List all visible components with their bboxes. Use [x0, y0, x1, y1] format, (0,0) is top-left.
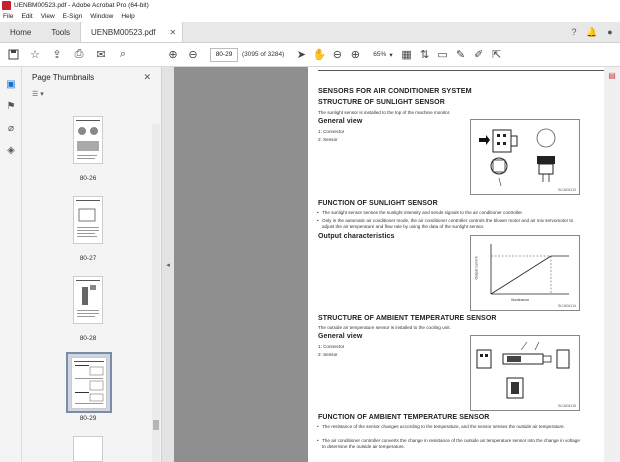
tab-tools[interactable]: Tools [51, 27, 71, 37]
thumbnail-page-80-28[interactable] [73, 276, 103, 324]
bullet-item: • Only in the automatic air conditioner mode, the air conditioner controller controls the blower motor and air mix servomotor to adjust the air temperature and flow rate by using the data of the sunlight sensor. [322, 218, 580, 230]
sunlight-intro: The sunlight sensor is installed to the top of the machine monitor. [318, 110, 451, 115]
document-viewer[interactable] [174, 67, 604, 462]
share-icon[interactable]: ⇱ [491, 49, 502, 61]
menu-bar [0, 11, 620, 22]
bullet-item: • The air conditioner controller converts the change in resistance of the outside air temperature sensor into the change in voltage to determine the outside air temperature. [322, 438, 580, 450]
left-icon-rail [0, 67, 22, 462]
section-title: SENSORS FOR AIR CONDITIONER SYSTEM [318, 86, 472, 95]
chart-x-label: Illuminance [511, 298, 530, 302]
zoom-in-icon[interactable]: ⊕ [350, 49, 360, 61]
heading-structure-ambient: STRUCTURE OF AMBIENT TEMPERATURE SENSOR [318, 315, 497, 322]
close-panel-icon[interactable]: ✕ [143, 71, 151, 82]
bookmark-star-icon[interactable]: ☆ [30, 49, 40, 61]
ambient-intro: The outside air temperature sensor is installed to the cooling unit. [318, 325, 451, 330]
attachments-icon[interactable]: ⌀ [7, 122, 15, 134]
item-sensor-2: 2: Sensor [318, 352, 338, 357]
sunlight-sensor-figure [470, 119, 580, 195]
heading-function-sunlight: FUNCTION OF SUNLIGHT SENSOR [318, 200, 438, 207]
upload-cloud-icon[interactable]: ⇪ [52, 49, 62, 61]
menu-file[interactable]: File [3, 13, 14, 20]
comment-icon[interactable]: ▭ [437, 49, 448, 61]
highlight-icon[interactable]: ✐ [473, 49, 484, 61]
thumbnail-label: 80-27 [79, 255, 97, 262]
chevron-down-icon: ▾ [40, 91, 44, 98]
menu-help[interactable]: Help [121, 13, 135, 20]
tab-document-label: UENBM00523.pdf [91, 27, 156, 37]
subheading-general-view-2: General view [318, 333, 363, 340]
help-icon[interactable]: ? [571, 27, 577, 37]
menu-edit[interactable]: Edit [21, 13, 33, 20]
menu-view[interactable]: View [40, 13, 55, 20]
panel-title: Page Thumbnails [32, 72, 95, 82]
bell-icon[interactable]: 🔔 [586, 26, 598, 37]
select-cursor-icon[interactable]: ➤ [296, 49, 306, 61]
print-icon[interactable]: ⎙ [74, 48, 84, 60]
tab-bar [0, 22, 620, 43]
next-page-icon[interactable]: ⊖ [188, 49, 198, 61]
thumbnail-label: 80-28 [79, 335, 97, 342]
thumbnail-label: 80-29 [79, 415, 97, 422]
heading-function-ambient: FUNCTION OF AMBIENT TEMPERATURE SENSOR [318, 414, 490, 421]
main-toolbar [0, 43, 620, 67]
hand-tool-icon[interactable]: ✋ [312, 49, 327, 61]
output-characteristics-chart [470, 235, 580, 311]
thumbnail-label: 80-26 [79, 175, 97, 182]
layers-icon[interactable]: ◈ [7, 144, 15, 156]
close-tab-icon[interactable]: ✕ [169, 27, 177, 37]
thumbnail-page-80-27[interactable] [73, 196, 103, 244]
scrollbar-thumb[interactable] [153, 420, 159, 430]
figure-tag: SUJ404114 [557, 304, 576, 308]
menu-esign[interactable]: E-Sign [62, 13, 83, 20]
panel-collapse-handle[interactable] [162, 67, 174, 462]
export-pdf-icon[interactable]: ▤ [608, 70, 616, 80]
page-count: (3095 of 3284) [242, 51, 285, 58]
right-tools-rail [604, 67, 620, 462]
pdf-page [308, 67, 604, 462]
item-connector-2: 1: Connector [318, 344, 345, 349]
zoom-dropdown[interactable] [370, 51, 395, 59]
page-thumbnails-icon[interactable]: ▣ [6, 78, 16, 90]
window-title: UENBM00523.pdf - Adobe Acrobat Pro (64-bit) [14, 2, 149, 9]
search-icon[interactable]: ⌕ [119, 48, 127, 60]
menu-window[interactable]: Window [90, 13, 114, 20]
thumbnail-page-80-29[interactable] [71, 357, 107, 409]
thumbnail-page-next[interactable] [73, 436, 103, 462]
acrobat-app-icon [2, 1, 11, 10]
chevron-down-icon: ▾ [389, 51, 393, 59]
title-bar [0, 0, 620, 11]
heading-structure-sunlight: STRUCTURE OF SUNLIGHT SENSOR [318, 99, 445, 106]
thumbnail-options-menu[interactable] [22, 87, 161, 101]
bullet-item: • The sunlight sensor senses the sunlight intensity and sends signals to the air conditioner controller. [322, 210, 580, 216]
options-icon: ☰ [32, 91, 39, 98]
pen-icon[interactable]: ✎ [455, 49, 466, 61]
bullet-item: • The resistance of the sensor changes according to the temperature, and the sensor senses the outside air temperature. [322, 424, 580, 430]
mail-icon[interactable]: ✉ [96, 49, 106, 61]
figure-tag: SUJ404113 [557, 188, 576, 192]
page-layout-icon[interactable]: ⇅ [419, 49, 430, 61]
thumbnails-scrollbar[interactable] [152, 124, 160, 462]
tab-document[interactable] [80, 22, 183, 42]
fit-page-icon[interactable]: ▦ [401, 49, 412, 61]
thumbnail-page-80-26[interactable] [73, 116, 103, 164]
zoom-value: 65% [373, 51, 387, 58]
ambient-sensor-figure [470, 335, 580, 411]
chevron-left-icon: ◂ [166, 261, 170, 269]
page-top-rule [318, 70, 604, 71]
bookmarks-icon[interactable]: ⚑ [6, 100, 16, 112]
subheading-output-characteristics: Output characteristics [318, 233, 395, 240]
item-sensor-1: 2: Sensor [318, 137, 338, 142]
zoom-out-icon[interactable]: ⊖ [332, 49, 342, 61]
user-icon[interactable]: ● [607, 27, 613, 37]
tab-home[interactable]: Home [10, 27, 32, 37]
save-icon[interactable] [6, 48, 20, 62]
page-number-input[interactable]: 80-29 [210, 48, 238, 62]
chart-y-label: Output current [474, 256, 479, 280]
previous-page-icon[interactable]: ⊕ [168, 49, 178, 61]
figure-tag: SUJ404115 [557, 404, 576, 408]
subheading-general-view-1: General view [318, 118, 363, 125]
item-connector-1: 1: Connector [318, 129, 345, 134]
